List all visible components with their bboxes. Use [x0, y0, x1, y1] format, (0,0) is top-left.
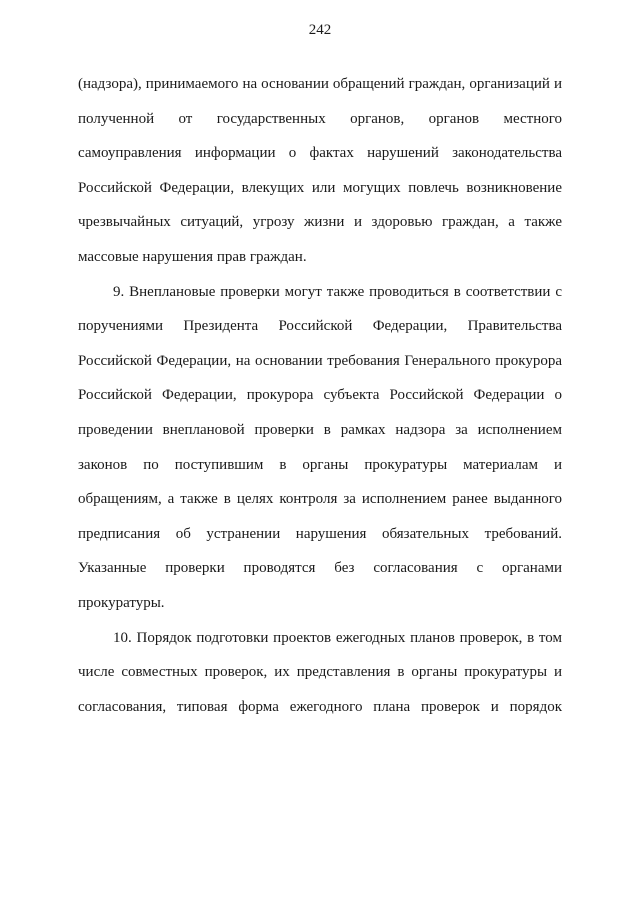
text-line: (надзора), принимаемого на основании обращений граждан, организаций и — [78, 76, 562, 92]
text-line: 9. Внеплановые проверки могут также проводиться в соответствии с — [113, 283, 562, 300]
page-number: 242 — [308, 22, 332, 38]
text-line: поручениями Президента Российской Федерации, Правительства — [78, 318, 562, 335]
text-line: Указанные проверки проводятся без согласования с органами — [78, 560, 562, 577]
paragraph — [78, 280, 562, 626]
text-line: обращениям, а также в целях контроля за исполнением ранее выданного — [78, 491, 562, 508]
text-line: предписания об устранении нарушения обязательных требований. — [78, 525, 562, 542]
text-line: прокуратуры. — [78, 594, 165, 611]
document-body — [78, 72, 562, 729]
paragraph — [78, 626, 562, 730]
text-line: Российской Федерации, прокурора субъекта Российской Федерации о — [78, 387, 562, 404]
text-line: чрезвычайных ситуаций, угрозу жизни и здоровью граждан, а также — [78, 214, 562, 231]
text-line: согласования, типовая форма ежегодного плана проверок и порядок — [78, 698, 562, 715]
text-line: числе совместных проверок, их представления в органы прокуратуры и — [78, 664, 562, 681]
text-line: полученной от государственных органов, органов местного — [78, 110, 562, 127]
text-line: самоуправления информации о фактах нарушений законодательства — [78, 145, 562, 162]
text-line: 10. Порядок подготовки проектов ежегодных планов проверок, в том — [113, 629, 562, 646]
text-line: Российской Федерации, на основании требования Генерального прокурора — [78, 352, 562, 369]
text-line: Российской Федерации, влекущих или могущих повлечь возникновение — [78, 179, 562, 196]
text-line: массовые нарушения прав граждан. — [78, 248, 307, 265]
paragraph — [78, 72, 562, 280]
text-line: законов по поступившим в органы прокуратуры материалам и — [78, 456, 562, 473]
text-line: проведении внеплановой проверки в рамках надзора за исполнением — [78, 421, 562, 438]
